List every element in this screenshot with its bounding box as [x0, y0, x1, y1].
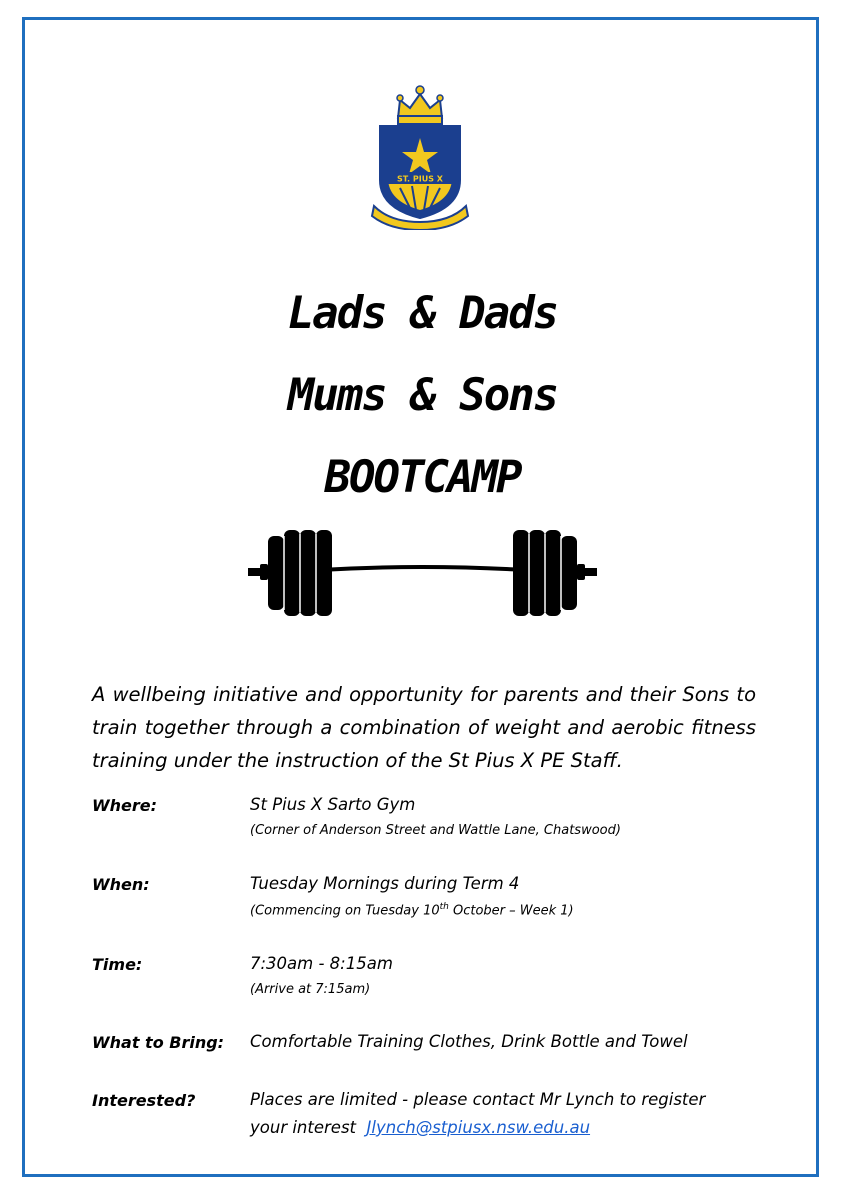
school-crest-logo — [360, 80, 480, 230]
barbell-icon — [240, 522, 605, 622]
title-line-2: Mums & Sons — [287, 370, 558, 421]
when-sub: (Commencing on Tuesday 10th October – Week 1) — [250, 902, 574, 919]
shield-icon — [380, 126, 460, 218]
interested-line-2 — [250, 1118, 590, 1137]
intro-paragraph: A wellbeing initiative and opportunity for parents and their Sons to train together through a combination of weight and aerobic fitness training under the instruction of the St Pius X PE Staff. — [92, 683, 756, 772]
time-sub: (Arrive at 7:15am) — [250, 982, 371, 997]
svg-text:ST. PIUS X: ST. PIUS X — [397, 174, 443, 184]
where-sub: (Corner of Anderson Street and Wattle Lane, Chatswood) — [250, 823, 621, 838]
where-label: Where: — [92, 796, 158, 815]
email-link[interactable]: Jlynch@stpiusx.nsw.edu.au — [366, 1118, 591, 1137]
time-value: 7:30am - 8:15am — [250, 954, 393, 973]
when-label: When: — [92, 875, 150, 894]
time-label: Time: — [92, 955, 143, 974]
bring-label: What to Bring: — [92, 1033, 225, 1052]
title-line-3: BOOTCAMP — [324, 452, 521, 503]
where-value: St Pius X Sarto Gym — [250, 795, 416, 814]
interested-prefix: your interest — [250, 1118, 357, 1137]
when-value: Tuesday Mornings during Term 4 — [250, 874, 520, 893]
title-line-1: Lads & Dads — [287, 288, 558, 339]
bring-value: Comfortable Training Clothes, Drink Bottle and Towel — [250, 1032, 688, 1051]
crown-icon — [397, 86, 443, 124]
interested-line-1: Places are limited - please contact Mr Lynch to register — [250, 1090, 706, 1109]
interested-label: Interested? — [92, 1091, 196, 1110]
